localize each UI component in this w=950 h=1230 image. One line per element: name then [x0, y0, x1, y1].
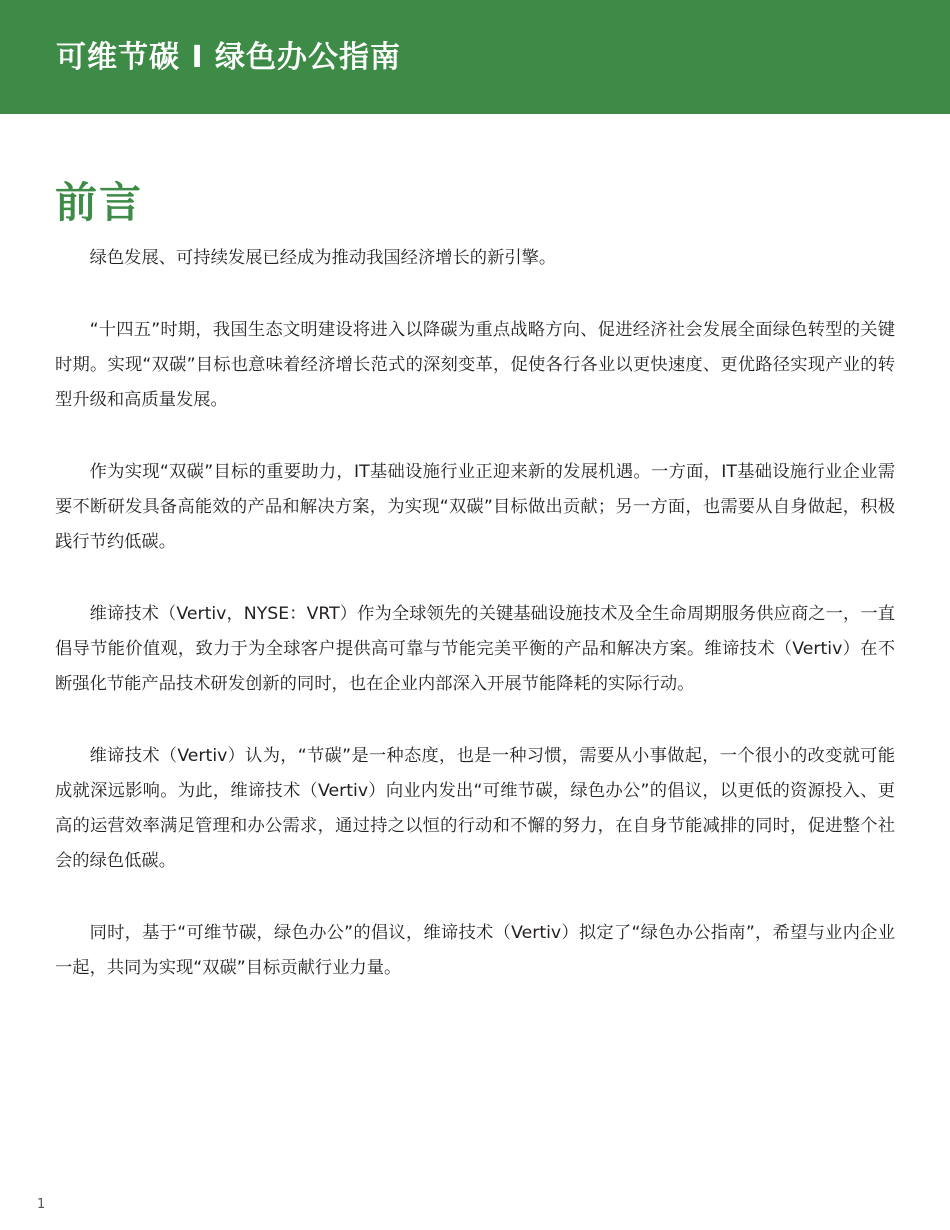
- paragraph-5: 维谛技术（Vertiv）认为，“节碳”是一种态度，也是一种习惯，需要从小事做起，一个很小的改变就可能成就深远影响。为此，维谛技术（Vertiv）向业内发出“可维节碳，绿色办公”的倡议，以更低的资源投入、更高的运营效率满足管理和办公需求，通过持之以恒的行动和不懈的努力，在自身节能减排的同时，促进整个社会的绿色低碳。: [55, 746, 895, 871]
- paragraph-2: “十四五”时期，我国生态文明建设将进入以降碳为重点战略方向、促进经济社会发展全面绿色转型的关键时期。实现“双碳”目标也意味着经济增长范式的深刻变革，促使各行各业以更快速度、更优路径实现产业的转型升级和高质量发展。: [55, 320, 895, 410]
- paragraph-1: 绿色发展、可持续发展已经成为推动我国经济增长的新引擎。: [89, 248, 557, 268]
- document-title: 可维节碳 I 绿色办公指南: [56, 40, 402, 75]
- page-number: 1: [37, 1197, 46, 1212]
- paragraph-6: 同时，基于“可维节碳，绿色办公”的倡议，维谛技术（Vertiv）拟定了“绿色办公指南”，希望与业内企业一起，共同为实现“双碳”目标贡献行业力量。: [55, 923, 895, 978]
- paragraph-4: 维谛技术（Vertiv，NYSE：VRT）作为全球领先的关键基础设施技术及全生命周期服务供应商之一，一直倡导节能价值观，致力于为全球客户提供高可靠与节能完美平衡的产品和解决方案。维谛技术（Vertiv）在不断强化节能产品技术研发创新的同时，也在企业内部深入开展节能降耗的实际行动。: [55, 604, 895, 694]
- body-text: [55, 241, 895, 1023]
- header-bar: [0, 0, 950, 114]
- paragraph-3: 作为实现“双碳”目标的重要助力，IT基础设施行业正迎来新的发展机遇。一方面，IT基础设施行业企业需要不断研发具备高能效的产品和解决方案，为实现“双碳”目标做出贡献；另一方面，也需要从自身做起，积极践行节约低碳。: [55, 462, 895, 552]
- section-heading: 前言: [55, 178, 144, 228]
